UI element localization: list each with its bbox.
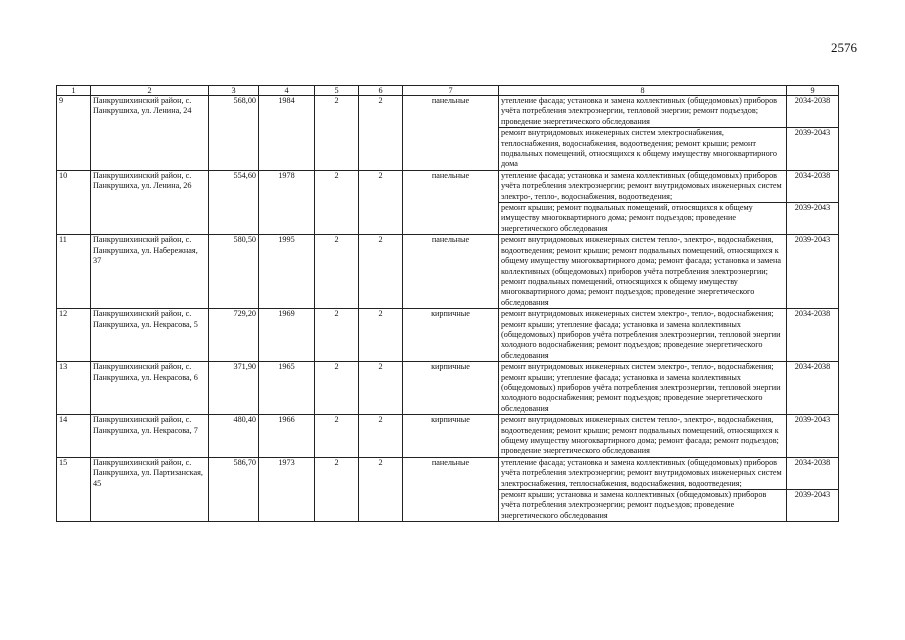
area-cell: 568,00 [209,96,259,171]
table-row [57,235,839,309]
row-number: 13 [57,362,91,415]
floors-cell: 2 [315,415,359,458]
floors-cell: 2 [315,170,359,234]
floors-cell: 2 [315,457,359,521]
works-cell: ремонт внутридомовых инженерных систем электро-, тепло-, водоснабжения; ремонт крыши; утепление фасада; установка и замена коллективных (общедомовых) приборов учёта потребления электроэнергии, тепловой энергии холодного водоснабжения; ремонт подъездов; проведение энергетического обследования [499,309,787,362]
period-cell: 2039-2043 [787,235,839,309]
wall-material-cell: кирпичные [403,415,499,458]
address-cell: Панкрушихинский район, с. Панкрушиха, ул. Некрасова, 7 [91,415,209,458]
area-cell: 586,70 [209,457,259,521]
column-number: 7 [403,86,499,96]
entrances-cell: 2 [359,96,403,171]
works-cell: ремонт внутридомовых инженерных систем тепло-, электро-, водоснабжения, водоотведения; ремонт крыши; ремонт подвальных помещений, относящихся к общему имуществу многоквартирного дома; ремонт фасада; ремонт подъездов; проведение энергетического обследования [499,415,787,458]
floors-cell: 2 [315,235,359,309]
works-cell: утепление фасада; установка и замена коллективных (общедомовых) приборов учёта потребления электроэнергии, тепловой энергии; ремонт подъездов; проведение энергетического обследования [499,96,787,128]
area-cell: 480,40 [209,415,259,458]
works-cell: ремонт внутридомовых инженерных систем тепло-, электро-, водоснабжения, водоотведения; ремонт крыши; ремонт подвальных помещений, относящихся к общему имуществу многоквартирного дома; ремонт фасада; установка и замена коллективных (общедомовых) приборов учёта потребления электроэнергии; ремонт подвальных помещений, относящихся к общему имуществу многоквартирного дома; ремонт подъездов; проведение энергетического обследования [499,235,787,309]
address-cell: Панкрушихинский район, с. Панкрушиха, ул. Ленина, 24 [91,96,209,171]
period-cell: 2034-2038 [787,457,839,489]
area-cell: 554,60 [209,170,259,234]
entrances-cell: 2 [359,235,403,309]
entrances-cell: 2 [359,309,403,362]
table-row [57,96,839,128]
table-row [57,457,839,489]
works-cell: ремонт внутридомовых инженерных систем электроснабжения, теплоснабжения, водоснабжения, водоотведения; ремонт крыши; ремонт подвальных помещений, относящихся к общему имуществу многоквартирного дома [499,128,787,171]
wall-material-cell: панельные [403,457,499,521]
housing-register-table [56,85,839,522]
address-cell: Панкрушихинский район, с. Панкрушиха, ул. Набережная, 37 [91,235,209,309]
row-number: 12 [57,309,91,362]
area-cell: 729,20 [209,309,259,362]
column-number: 9 [787,86,839,96]
period-cell: 2039-2043 [787,128,839,171]
works-cell: утепление фасада; установка и замена коллективных (общедомовых) приборов учёта потребления электроэнергии; ремонт внутридомовых инженерных систем электро-, тепло-, водоснабжения, водоотведения; [499,170,787,202]
row-number: 10 [57,170,91,234]
period-cell: 2034-2038 [787,96,839,128]
year-cell: 1984 [259,96,315,171]
wall-material-cell: кирпичные [403,309,499,362]
year-cell: 1978 [259,170,315,234]
address-cell: Панкрушихинский район, с. Панкрушиха, ул. Некрасова, 5 [91,309,209,362]
period-cell: 2039-2043 [787,203,839,235]
year-cell: 1995 [259,235,315,309]
column-number: 3 [209,86,259,96]
floors-cell: 2 [315,309,359,362]
column-number: 8 [499,86,787,96]
period-cell: 2034-2038 [787,362,839,415]
area-cell: 371,90 [209,362,259,415]
period-cell: 2039-2043 [787,490,839,522]
floors-cell: 2 [315,96,359,171]
column-number: 6 [359,86,403,96]
column-number-row [57,86,839,96]
column-number: 4 [259,86,315,96]
address-cell: Панкрушихинский район, с. Панкрушиха, ул. Партизанская, 45 [91,457,209,521]
row-number: 11 [57,235,91,309]
wall-material-cell: кирпичные [403,362,499,415]
wall-material-cell: панельные [403,96,499,171]
column-number: 5 [315,86,359,96]
works-cell: ремонт внутридомовых инженерных систем электро-, тепло-, водоснабжения; ремонт крыши; утепление фасада; установка и замена коллективных (общедомовых) приборов учёта потребления электроэнергии, тепловой энергии холодного водоснабжения; ремонт подъездов; проведение энергетического обследования [499,362,787,415]
table-row [57,415,839,458]
year-cell: 1965 [259,362,315,415]
year-cell: 1969 [259,309,315,362]
table-row [57,170,839,202]
area-cell: 580,50 [209,235,259,309]
wall-material-cell: панельные [403,170,499,234]
table-row [57,362,839,415]
entrances-cell: 2 [359,362,403,415]
works-cell: утепление фасада; установка и замена коллективных (общедомовых) приборов учёта потребления электроэнергии; ремонт внутридомовых инженерных систем электроснабжения, теплоснабжения, водоснабжения, водоотведения; [499,457,787,489]
table-row [57,309,839,362]
entrances-cell: 2 [359,415,403,458]
year-cell: 1966 [259,415,315,458]
row-number: 9 [57,96,91,171]
period-cell: 2034-2038 [787,309,839,362]
wall-material-cell: панельные [403,235,499,309]
period-cell: 2034-2038 [787,170,839,202]
year-cell: 1973 [259,457,315,521]
works-cell: ремонт крыши; установка и замена коллективных (общедомовых) приборов учёта потребления электроэнергии; ремонт подъездов; проведение энергетического обследования [499,490,787,522]
address-cell: Панкрушихинский район, с. Панкрушиха, ул. Ленина, 26 [91,170,209,234]
floors-cell: 2 [315,362,359,415]
entrances-cell: 2 [359,170,403,234]
row-number: 15 [57,457,91,521]
column-number: 1 [57,86,91,96]
period-cell: 2039-2043 [787,415,839,458]
address-cell: Панкрушихинский район, с. Панкрушиха, ул. Некрасова, 6 [91,362,209,415]
column-number: 2 [91,86,209,96]
row-number: 14 [57,415,91,458]
page-number: 2576 [831,40,857,55]
entrances-cell: 2 [359,457,403,521]
works-cell: ремонт крыши; ремонт подвальных помещений, относящихся к общему имуществу многоквартирного дома; ремонт подъездов; проведение энергетического обследования [499,203,787,235]
